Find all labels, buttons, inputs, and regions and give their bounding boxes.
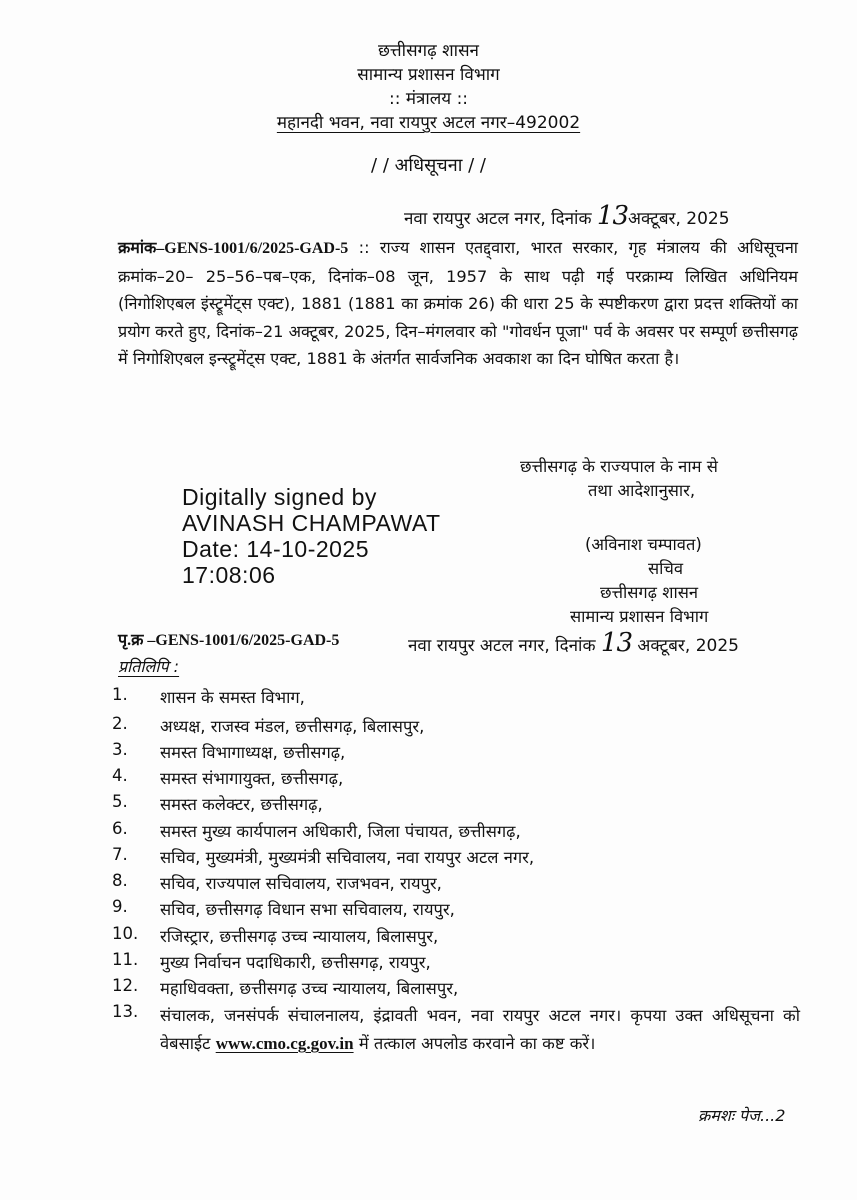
authority-line-2: तथा आदेशानुसार,	[588, 481, 696, 500]
handwritten-day-2: 13	[600, 628, 632, 658]
digital-signature-stamp: Digitally signed by AVINASH CHAMPAWAT Date: 14-10-2025 17:08:06	[182, 484, 441, 588]
notification-dateline: नवा रायपुर अटल नगर, दिनांक 13अक्टूबर, 2025	[404, 201, 730, 231]
office-address: महानदी भवन, नवा रायपुर अटल नगर–492002	[276, 113, 581, 133]
signatory-department: सामान्य प्रशासन विभाग	[570, 607, 709, 626]
page-continuation: क्रमशः पेज...2	[698, 1106, 786, 1125]
notification-page: छत्तीसगढ़ शासन सामान्य प्रशासन विभाग :: मंत्रालय :: महानदी भवन, नवा रायपुर अटल नगर–492002 / / अधिसूचना / / नवा रायपुर अटल नगर, दिनांक 13अक्टूबर, 2025 क्रमांक–GENS-1001/6/2025-GAD-5 :: राज्य शासन एतद्द्वारा, भारत सरकार, गृह मंत्रालय की अधिसूचना क्रमांक–20– 25–56–पब–एक, दिनांक–08 जून, 1957 के साथ पढ़ी गई परक्राम्य लिखित अधिनियम (निगोशिएबल इंस्ट्रूमेंट्स एक्ट), 1881 (1881 का क्रमांक 26) की धारा 25 के स्पष्टीकरण द्वारा प्रदत्त शक्तियों का प्रयोग करते हुए, दिनांक–21 अक्टूबर, 2025, दिन–मंगलवार को "गोवर्धन पूजा" पर्व के अवसर पर सम्पूर्ण छत्तीसगढ़ में निगोशिएबल इन्स्ट्रूमेंट्स एक्ट, 1881 के अंतर्गत सार्वजनिक अवकाश का दिन घोषित करता है। छत्तीसगढ़ के राज्यपाल के नाम से तथा आदेशानुसार, Digitally signed by AVINASH CHAMPAWAT Date: 14-10-2025 17:08:06 (अविनाश चम्पावत) सचिव छत्तीसगढ़ शासन सामान्य प्रशासन विभाग पृ.क्र –GENS-1001/6/2025-GAD-5 नवा रायपुर अटल नगर, दिनांक 13 अक्टूबर, 2025 प्रतिलिपि : 1. शासन के समस्त विभाग, 2. अध्यक्ष, राजस्व मंडल, छत्तीसगढ़, बिलासपुर, 3. समस्त विभागाध्यक्ष, छत्तीसगढ़, 4. समस्त संभागायुक्त, छत्तीसगढ़, 5. समस्त कलेक्टर, छत्तीसगढ़, 6. समस्त मुख्य कार्यपालन अधिकारी, जिला पंचायत, छत्तीसगढ़, 7. सचिव, मुख्यमंत्री, मुख्यमंत्री सचिवालय, नवा रायपुर अटल नगर, 8. सचिव, राज्यपाल सचिवालय, राजभवन, रायपुर, 9. सचिव, छत्तीसगढ़ विधान सभा सचिवालय, रायपुर, 10. रजिस्ट्रार, छत्तीसगढ़ उच्च न्यायालय, बिलासपुर, 11. मुख्य निर्वाचन पदाधिकारी, छत्तीसगढ़, रायपुर, 12. महाधिवक्ता, छत्तीसगढ़ उच्च न्यायालय, बिलासपुर, 13. संचालक, जनसंपर्क संचालनालय, इंद्रावती भवन, नवा रायपुर अटल नगर। कृपया उक्त अधिसूचना को वेबसाईट www.cmo.cg.gov.in में तत्काल अपलोड करवाने का कष्ट करें। क्रमशः पेज...2	[0, 0, 857, 1200]
endorsement-dateline: नवा रायपुर अटल नगर, दिनांक 13 अक्टूबर, 2025	[408, 628, 739, 658]
notification-body: क्रमांक–GENS-1001/6/2025-GAD-5 :: राज्य शासन एतद्द्वारा, भारत सरकार, गृह मंत्रालय की अधिसूचना क्रमांक–20– 25–56–पब–एक, दिनांक–08 जून, 1957 के साथ पढ़ी गई परक्राम्य लिखित अधिनियम (निगोशिएबल इंस्ट्रूमेंट्स एक्ट), 1881 (1881 का क्रमांक 26) की धारा 25 के स्पष्टीकरण द्वारा प्रदत्त शक्तियों का प्रयोग करते हुए, दिनांक–21 अक्टूबर, 2025, दिन–मंगलवार को "गोवर्धन पूजा" पर्व के अवसर पर सम्पूर्ण छत्तीसगढ़ में निगोशिएबल इन्स्ट्रूमेंट्स एक्ट, 1881 के अंतर्गत सार्वजनिक अवकाश का दिन घोषित करता है।	[118, 238, 798, 369]
department-name: सामान्य प्रशासन विभाग	[357, 65, 500, 85]
endorsement-reference: पृ.क्र –GENS-1001/6/2025-GAD-5	[118, 632, 340, 649]
authority-line-1: छत्तीसगढ़ के राज्यपाल के नाम से	[520, 457, 718, 476]
handwritten-day: 13	[596, 201, 628, 231]
order-reference: क्रमांक–GENS-1001/6/2025-GAD-5	[118, 240, 349, 257]
copy-to-label: प्रतिलिपि :	[118, 657, 180, 676]
order-text: राज्य शासन एतद्द्वारा, भारत सरकार, गृह मंत्रालय की अधिसूचना क्रमांक–20– 25–56–पब–एक, दिनांक–08 जून, 1957 के साथ पढ़ी गई परक्राम्य लिखित अधिनियम (निगोशिएबल इंस्ट्रूमेंट्स एक्ट), 1881 (1881 का क्रमांक 26) की धारा 25 के स्पष्टीकरण द्वारा प्रदत्त शक्तियों का प्रयोग करते हुए, दिनांक–21 अक्टूबर, 2025, दिन–मंगलवार को "गोवर्धन पूजा" पर्व के अवसर पर सम्पूर्ण छत्तीसगढ़ में निगोशिएबल इन्स्ट्रूमेंट्स एक्ट, 1881 के अंतर्गत सार्वजनिक अवकाश का दिन घोषित करता है।	[118, 238, 798, 369]
signatory-name: (अविनाश चम्पावत)	[585, 535, 702, 554]
notification-title: / / अधिसूचना / /	[371, 155, 486, 176]
ministry-label: :: मंत्रालय ::	[388, 89, 469, 109]
website-link[interactable]: www.cmo.cg.gov.in	[215, 1034, 354, 1053]
govt-name: छत्तीसगढ़ शासन	[378, 41, 479, 61]
signatory-designation: सचिव	[648, 559, 684, 578]
signatory-govt: छत्तीसगढ़ शासन	[600, 583, 699, 602]
